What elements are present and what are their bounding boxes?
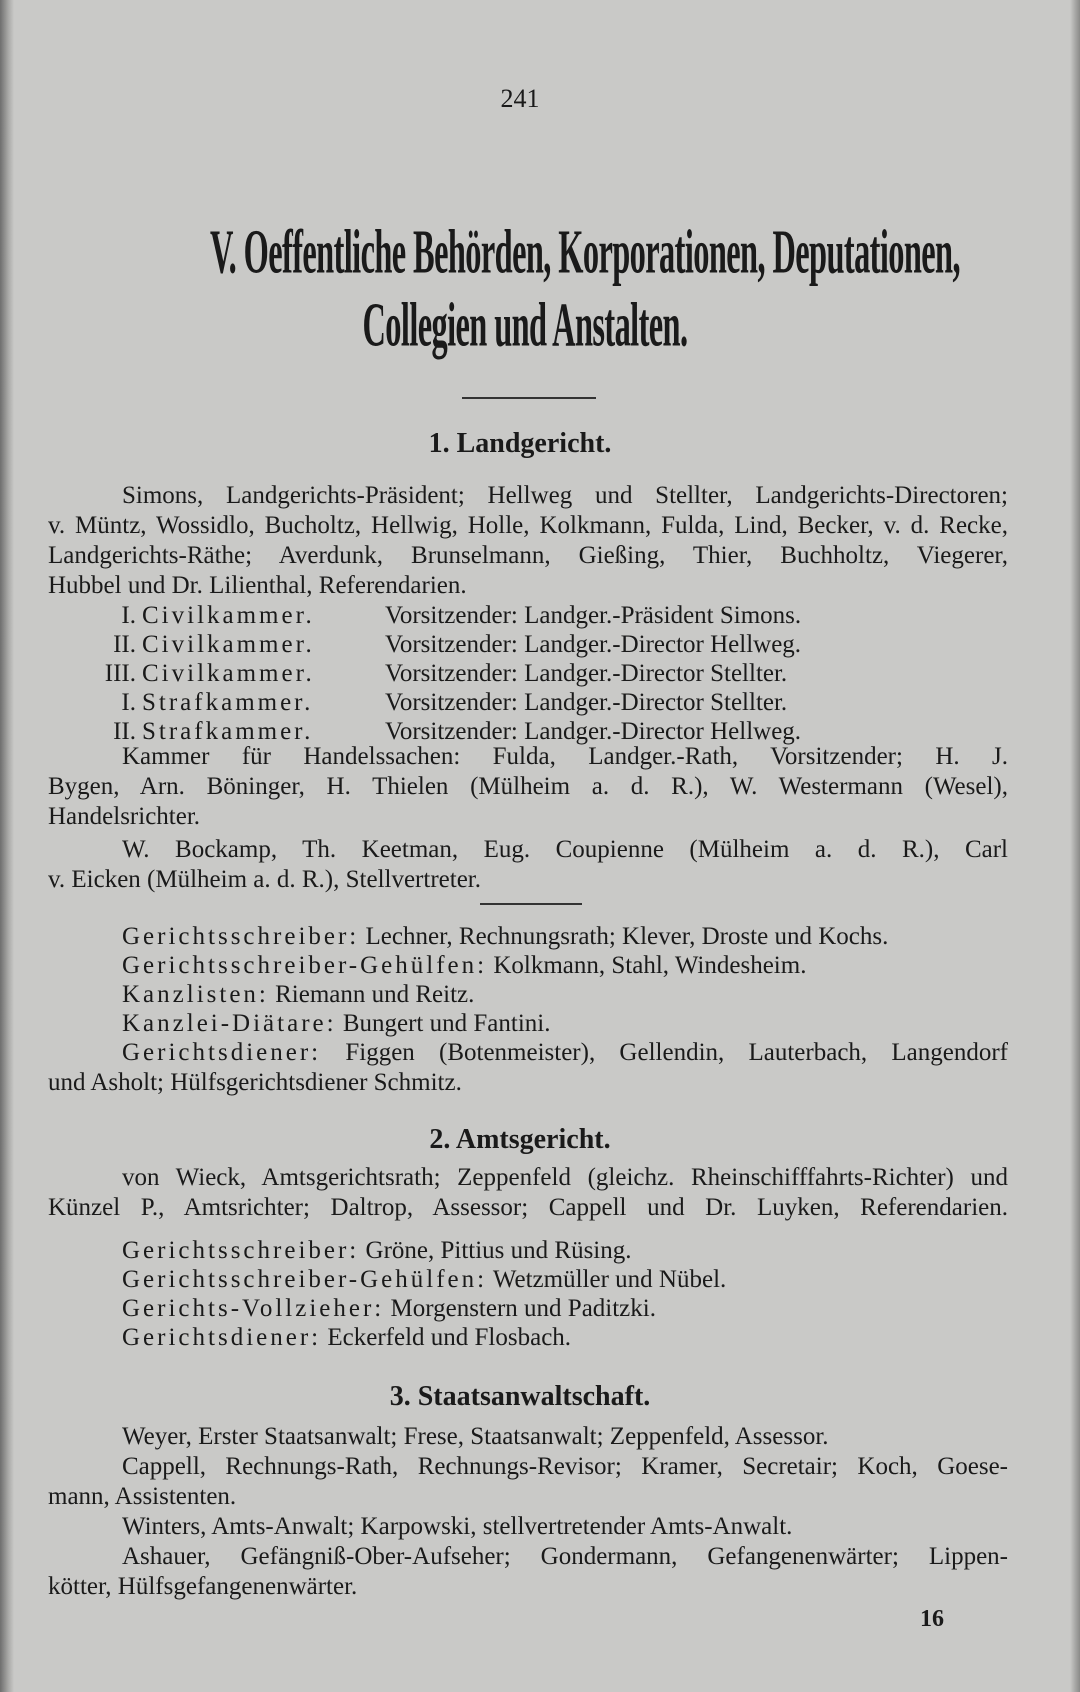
staff-label: Gerichtsdiener:: [122, 1324, 322, 1351]
chamber-name: Civilkammer.: [142, 602, 315, 629]
chapter-title-line-1: V. Oeffentliche Behörden, Korporationen, Deputationen,: [210, 217, 960, 287]
chamber-row: [0, 659, 1080, 689]
text-line: Simons, Landgerichts-Präsident; Hellweg und Stellter, Landgerichts-Directoren;: [122, 482, 1008, 509]
chamber-chair: Vorsitzender: Landger.-Director Hellweg.: [385, 631, 802, 658]
staff-row: [122, 922, 1008, 952]
chamber-number: II.: [113, 718, 136, 745]
chamber-row: [0, 688, 1080, 718]
section-heading-amtsgericht: 2. Amtsgericht.: [429, 1124, 611, 1155]
signature-mark: 16: [920, 1606, 944, 1632]
text-line: Landgerichts-Räthe; Averdunk, Brunselmann, Gießing, Thier, Buchholtz, Viegerer,: [48, 542, 1008, 569]
staff-row: [122, 1236, 1008, 1266]
chamber-name: Civilkammer.: [142, 660, 315, 687]
text-line: Hubbel und Dr. Lilienthal, Referendarien.: [48, 572, 467, 599]
staff-row: [122, 1038, 1008, 1068]
staff-row: [122, 1009, 1008, 1039]
page-edge-shadow: [0, 0, 14, 1692]
text-line: Weyer, Erster Staatsanwalt; Frese, Staatsanwalt; Zeppenfeld, Assessor.: [122, 1423, 829, 1450]
chamber-name: Civilkammer.: [142, 631, 315, 658]
page-edge-right: [1070, 0, 1080, 1692]
text-line: Künzel P., Amtsrichter; Daltrop, Assessor; Cappell und Dr. Luyken, Referendarien.: [48, 1194, 1008, 1221]
staff-names: Morgenstern und Paditzki.: [390, 1295, 656, 1322]
staff-names: Figgen (Botenmeister), Gellendin, Lauterbach, Langendorf: [345, 1039, 1009, 1066]
divider: [480, 903, 582, 905]
staff-row: [122, 1265, 1008, 1295]
chamber-number: I.: [121, 602, 136, 629]
text-line: Winters, Amts-Anwalt; Karpowski, stellvertretender Amts-Anwalt.: [122, 1513, 793, 1540]
chamber-number: II.: [113, 631, 136, 658]
staff-names: Lechner, Rechnungsrath; Klever, Droste und Kochs.: [365, 923, 889, 950]
chamber-row: [0, 630, 1080, 660]
chamber-chair: Vorsitzender: Landger.-Präsident Simons.: [385, 602, 802, 629]
staff-row: [122, 1294, 1008, 1324]
section-heading-landgericht: 1. Landgericht.: [428, 428, 612, 459]
staff-label: Gerichtsschreiber-Gehülfen:: [122, 952, 488, 979]
chamber-number: III.: [104, 660, 136, 687]
divider: [462, 397, 596, 399]
staff-label: Gerichtsdiener:: [122, 1039, 322, 1066]
staff-row: [122, 951, 1008, 981]
chamber-chair: Vorsitzender: Landger.-Director Hellweg.: [385, 718, 802, 745]
staff-names: Riemann und Reitz.: [275, 981, 475, 1008]
text-line: Kammer für Handelssachen: Fulda, Landger.-Rath, Vorsitzender; H. J.: [122, 743, 1008, 770]
chamber-chair: Vorsitzender: Landger.-Director Stellter.: [385, 660, 788, 687]
text-line: Bygen, Arn. Böninger, H. Thielen (Mülheim a. d. R.), W. Westermann (Wesel),: [48, 773, 1008, 800]
chamber-name: Strafkammer.: [142, 689, 314, 716]
staff-label: Gerichts-Vollzieher:: [122, 1295, 385, 1322]
staff-row: [122, 1323, 1008, 1353]
text-line: mann, Assistenten.: [48, 1483, 237, 1510]
chamber-name: Strafkammer.: [142, 718, 314, 745]
page-number: 241: [500, 84, 540, 113]
text-line: Cappell, Rechnungs-Rath, Rechnungs-Revisor; Kramer, Secretair; Koch, Goese-: [122, 1453, 1008, 1480]
text-line: Ashauer, Gefängniß-Ober-Aufseher; Gondermann, Gefangenenwärter; Lippen-: [122, 1543, 1008, 1570]
staff-names: Wetzmüller und Nübel.: [492, 1266, 727, 1293]
section-heading-staatsanwaltschaft: 3. Staatsanwaltschaft.: [389, 1381, 651, 1412]
staff-label: Gerichtsschreiber:: [122, 1237, 360, 1264]
staff-names: Gröne, Pittius und Rüsing.: [365, 1237, 632, 1264]
staff-names: Kolkmann, Stahl, Windesheim.: [493, 952, 807, 979]
staff-label: Gerichtsschreiber-Gehülfen:: [122, 1266, 488, 1293]
staff-row: [122, 980, 1008, 1010]
staff-label: Kanzlisten:: [122, 981, 269, 1008]
chamber-chair: Vorsitzender: Landger.-Director Stellter.: [385, 689, 788, 716]
text-line: von Wieck, Amtsgerichtsrath; Zeppenfeld (gleichz. Rheinschifffahrts-Richter) und: [122, 1164, 1008, 1191]
text-line: und Asholt; Hülfsgerichtsdiener Schmitz.: [48, 1069, 462, 1096]
staff-names: Eckerfeld und Flosbach.: [327, 1324, 572, 1351]
text-line: kötter, Hülfsgefangenenwärter.: [48, 1573, 358, 1600]
text-line: v. Müntz, Wossidlo, Bucholtz, Hellwig, Holle, Kolkmann, Fulda, Lind, Becker, v. d. Recke,: [48, 512, 1008, 539]
staff-label: Kanzlei-Diätare:: [122, 1010, 337, 1037]
text-line: Handelsrichter.: [48, 803, 201, 830]
staff-names: Bungert und Fantini.: [342, 1010, 551, 1037]
chapter-title-line-2: Collegien und Anstalten.: [362, 290, 688, 360]
text-line: v. Eicken (Mülheim a. d. R.), Stellvertreter.: [48, 866, 481, 893]
chamber-row: [0, 601, 1080, 631]
staff-label: Gerichtsschreiber:: [122, 923, 360, 950]
chamber-number: I.: [121, 689, 136, 716]
text-line: W. Bockamp, Th. Keetman, Eug. Coupienne (Mülheim a. d. R.), Carl: [122, 836, 1008, 863]
